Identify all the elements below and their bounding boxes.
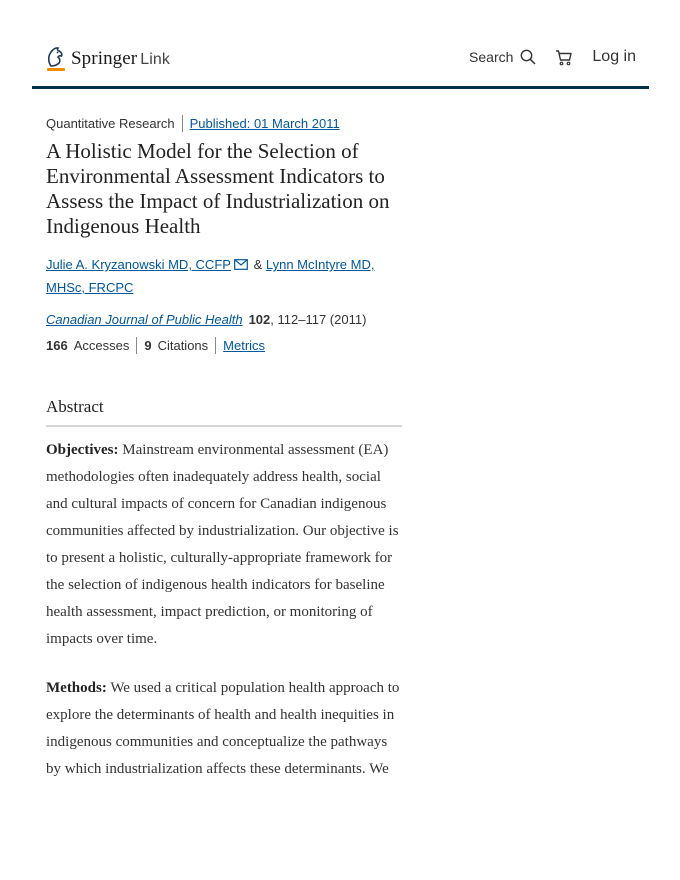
login-link[interactable]: Log in <box>592 48 636 65</box>
logo-brand: Springer <box>71 48 138 69</box>
divider <box>215 337 216 354</box>
logo-sub: Link <box>140 51 170 68</box>
cart-button[interactable] <box>555 49 573 66</box>
journal-pages: , 112–117 (2011) <box>270 312 367 327</box>
springer-horse-icon <box>45 46 67 72</box>
springer-link-logo[interactable] <box>45 44 170 74</box>
accesses-label: Accesses <box>73 337 130 353</box>
search-label: Search <box>469 49 514 65</box>
article-title: A Holistic Model for the Selection of Environmental Assessment Indicators to Assess the Impact of Industrialization on Indigenous Health <box>46 139 390 238</box>
author-list <box>46 254 402 299</box>
site-header <box>32 40 649 89</box>
email-icon[interactable] <box>234 255 248 277</box>
header-nav <box>469 48 636 66</box>
abstract-objectives <box>46 437 402 653</box>
journal-citation <box>46 310 402 330</box>
abstract-heading: Abstract <box>46 397 402 427</box>
author-joiner: & <box>253 257 263 272</box>
citations-count: 9 <box>144 337 152 353</box>
divider <box>182 115 183 132</box>
search-icon <box>520 49 536 65</box>
citations-label: Citations <box>157 337 209 353</box>
section-text: Mainstream environmental assessment (EA) methodologies often inadequately address health, social and cultural impacts of concern for Canadian indigenous communities affected by industrialization. Our objective is to present a holistic, culturally-appropriate framework for the selection of indigenous health indicators for baseline health assessment, impact prediction, or monitoring of impacts over time. <box>46 442 399 647</box>
section-label: Objectives: <box>46 442 119 458</box>
cart-icon <box>555 49 573 66</box>
author-link-1[interactable]: Julie A. Kryzanowski MD, CCFP <box>46 257 231 272</box>
metrics-link[interactable]: Metrics <box>223 337 266 353</box>
section-text: We used a critical population health approach to explore the determinants of health and health inequities in indigenous communities and conceptualize the pathways by which industrialization affects these determinants. We <box>46 680 400 777</box>
published-date-link[interactable]: Published: 01 March 2011 <box>189 115 340 131</box>
article-type: Quantitative Research <box>46 115 175 131</box>
accesses-count: 166 <box>46 337 68 353</box>
section-label: Methods: <box>46 680 107 696</box>
article-content <box>46 113 402 783</box>
article-meta <box>46 113 402 133</box>
journal-volume: 102 <box>248 312 271 327</box>
search-button[interactable] <box>469 49 536 65</box>
journal-link[interactable]: Canadian Journal of Public Health <box>46 312 243 327</box>
author-link-2[interactable]: Lynn McIntyre MD, MHSc, FRCPC <box>46 257 375 295</box>
article-metrics <box>46 335 402 355</box>
abstract-methods <box>46 675 402 783</box>
divider <box>136 337 137 354</box>
